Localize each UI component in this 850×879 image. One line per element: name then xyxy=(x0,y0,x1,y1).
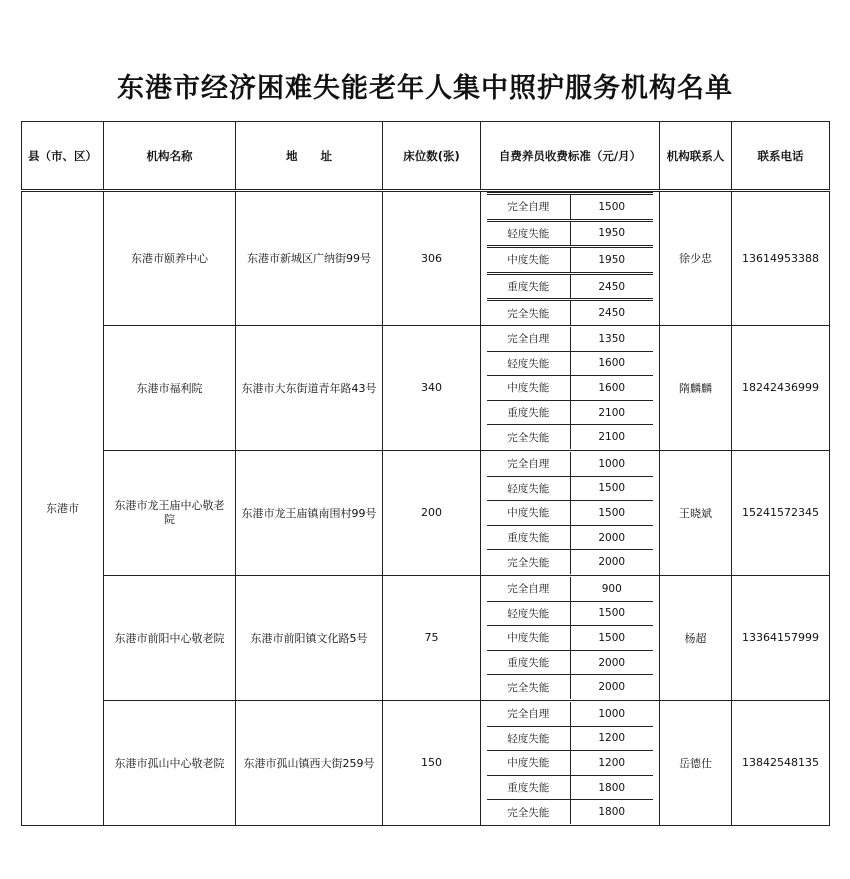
institution-phone: 13842548135 xyxy=(732,700,830,825)
fee-cell xyxy=(481,450,660,575)
institution-name: 东港市前阳中心敬老院 xyxy=(104,575,236,700)
table-row xyxy=(22,700,830,825)
fee-level: 中度失能 xyxy=(487,501,570,526)
fee-level: 轻度失能 xyxy=(487,220,570,247)
fee-level: 中度失能 xyxy=(487,376,570,401)
fee-price: 2000 xyxy=(570,550,653,574)
page-title: 东港市经济困难失能老年人集中照护服务机构名单 xyxy=(117,73,733,104)
institution-name xyxy=(104,450,236,575)
fee-price: 1600 xyxy=(570,351,653,376)
fee-price: 1800 xyxy=(570,775,653,800)
fee-level: 完全自理 xyxy=(487,194,570,221)
institution-name: 东港市颐养中心 xyxy=(104,191,236,326)
institution-beds: 75 xyxy=(383,575,481,700)
header-phone: 联系电话 xyxy=(732,122,830,191)
fee-level: 重度失能 xyxy=(487,525,570,550)
fee-price: 2450 xyxy=(570,273,653,300)
fee-price: 2000 xyxy=(570,650,653,675)
institution-contact: 杨超 xyxy=(660,575,732,700)
table-row xyxy=(22,191,830,326)
fee-price: 1000 xyxy=(570,702,653,726)
table-row xyxy=(22,450,830,575)
fee-level: 轻度失能 xyxy=(487,476,570,501)
fee-price: 1800 xyxy=(570,800,653,824)
table-row xyxy=(22,325,830,450)
fee-price: 1950 xyxy=(570,220,653,247)
fee-level: 中度失能 xyxy=(487,247,570,274)
institution-beds: 306 xyxy=(383,191,481,326)
fee-level: 轻度失能 xyxy=(487,351,570,376)
fee-price: 1500 xyxy=(570,476,653,501)
institution-name: 东港市孤山中心敬老院 xyxy=(104,700,236,825)
fee-level: 完全失能 xyxy=(487,300,570,325)
fee-level: 完全自理 xyxy=(487,702,570,726)
fee-level: 轻度失能 xyxy=(487,726,570,751)
fee-price: 1200 xyxy=(570,726,653,751)
fee-price: 2100 xyxy=(570,425,653,449)
fee-level: 完全失能 xyxy=(487,550,570,574)
fee-level: 完全自理 xyxy=(487,577,570,601)
county-cell: 东港市 xyxy=(22,191,104,826)
fee-cell xyxy=(481,325,660,450)
fee-level: 中度失能 xyxy=(487,626,570,651)
institution-beds: 200 xyxy=(383,450,481,575)
institution-address: 东港市新城区广纳街99号 xyxy=(236,191,383,326)
fee-price: 2450 xyxy=(570,300,653,325)
fee-cell xyxy=(481,575,660,700)
institution-address: 东港市龙王庙镇南围村99号 xyxy=(236,450,383,575)
header-fee: 自费养员收费标准（元/月） xyxy=(481,122,660,191)
fee-price: 1500 xyxy=(570,626,653,651)
fee-table xyxy=(487,577,653,699)
header-name: 机构名称 xyxy=(104,122,236,191)
fee-table xyxy=(487,192,653,325)
institution-contact: 隋麟麟 xyxy=(660,325,732,450)
fee-level: 轻度失能 xyxy=(487,601,570,626)
fee-price: 2000 xyxy=(570,675,653,699)
fee-price: 1000 xyxy=(570,452,653,476)
institution-phone: 13364157999 xyxy=(732,575,830,700)
institution-name: 东港市福利院 xyxy=(104,325,236,450)
fee-price: 1500 xyxy=(570,194,653,221)
institution-address: 东港市孤山镇西大街259号 xyxy=(236,700,383,825)
institution-contact: 王晓斌 xyxy=(660,450,732,575)
institution-beds: 150 xyxy=(383,700,481,825)
table-row xyxy=(22,575,830,700)
fee-level: 重度失能 xyxy=(487,273,570,300)
fee-level: 重度失能 xyxy=(487,400,570,425)
fee-cell xyxy=(481,191,660,326)
fee-level: 重度失能 xyxy=(487,775,570,800)
fee-level: 中度失能 xyxy=(487,751,570,776)
fee-price: 900 xyxy=(570,577,653,601)
fee-price: 2100 xyxy=(570,400,653,425)
institution-contact: 岳德仕 xyxy=(660,700,732,825)
fee-price: 1500 xyxy=(570,601,653,626)
institution-phone: 18242436999 xyxy=(732,325,830,450)
institution-phone: 13614953388 xyxy=(732,191,830,326)
fee-table xyxy=(487,702,653,824)
fee-level: 完全失能 xyxy=(487,675,570,699)
institution-address: 东港市大东街道青年路43号 xyxy=(236,325,383,450)
institution-name-text: 东港市龙王庙中心敬老院 xyxy=(114,498,225,526)
fee-price: 1500 xyxy=(570,501,653,526)
fee-cell xyxy=(481,700,660,825)
header-row xyxy=(22,122,830,191)
fee-price: 2000 xyxy=(570,525,653,550)
fee-level: 完全自理 xyxy=(487,452,570,476)
institution-table xyxy=(21,121,830,826)
fee-price: 1350 xyxy=(570,327,653,351)
institution-phone: 15241572345 xyxy=(732,450,830,575)
fee-level: 重度失能 xyxy=(487,650,570,675)
fee-level: 完全自理 xyxy=(487,327,570,351)
institution-beds: 340 xyxy=(383,325,481,450)
fee-price: 1200 xyxy=(570,751,653,776)
fee-level: 完全失能 xyxy=(487,800,570,824)
institution-address: 东港市前阳镇文化路5号 xyxy=(236,575,383,700)
fee-table xyxy=(487,327,653,449)
fee-table xyxy=(487,452,653,574)
institution-contact: 徐少忠 xyxy=(660,191,732,326)
fee-price: 1600 xyxy=(570,376,653,401)
header-county: 县（市、区） xyxy=(22,122,104,191)
header-contact: 机构联系人 xyxy=(660,122,732,191)
fee-price: 1950 xyxy=(570,247,653,274)
header-address: 地 址 xyxy=(236,122,383,191)
fee-level: 完全失能 xyxy=(487,425,570,449)
header-beds: 床位数(张) xyxy=(383,122,481,191)
